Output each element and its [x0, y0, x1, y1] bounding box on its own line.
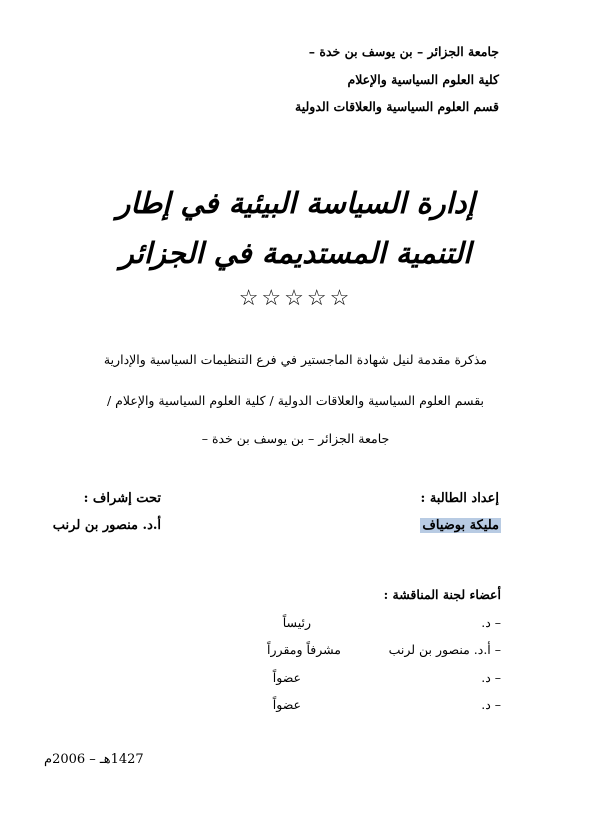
- committee-member-role: عضواً: [272, 670, 301, 685]
- thesis-title-line2: التنمية المستديمة في الجزائر: [119, 236, 472, 270]
- thesis-description-line3: جامعة الجزائر – بن يوسف بن خدة –: [201, 431, 390, 446]
- department-name: قسم العلوم السياسية والعلاقات الدولية: [295, 99, 499, 114]
- committee-member-role: رئيساً: [282, 615, 311, 630]
- committee-member-name: – د.: [481, 615, 501, 630]
- supervisor-label: تحت إشراف :: [83, 491, 161, 506]
- committee-heading: أعضاء لجنة المناقشة :: [383, 587, 501, 602]
- student-name: مليكة بوضياف: [422, 518, 499, 533]
- thesis-description-line1: مذكرة مقدمة لنيل شهادة الماجستير في فرع التنظيمات السياسية والإدارية: [103, 352, 488, 367]
- committee-member-name: – أ.د. منصور بن لرنب: [388, 642, 501, 657]
- star-divider: ☆☆☆☆☆: [238, 286, 353, 311]
- thesis-description-line2: بقسم العلوم السياسية والعلاقات الدولية / كلية العلوم السياسية والإعلام /: [106, 393, 485, 408]
- committee-member-name: – د.: [481, 697, 501, 712]
- thesis-date: 1427هـ – 2006م: [44, 752, 144, 767]
- student-label: إعداد الطالبة :: [420, 491, 499, 506]
- university-name: جامعة الجزائر – بن يوسف بن خدة –: [308, 44, 499, 59]
- faculty-name: كلية العلوم السياسية والإعلام: [347, 72, 499, 87]
- committee-member-role: عضواً: [272, 697, 301, 712]
- committee-member-role: مشرفاً ومقرراً: [267, 642, 341, 657]
- thesis-title-line1: إدارة السياسة البيئية في إطار: [116, 186, 475, 220]
- supervisor-name: أ.د. منصور بن لرنب: [52, 518, 161, 533]
- committee-member-name: – د.: [481, 670, 501, 685]
